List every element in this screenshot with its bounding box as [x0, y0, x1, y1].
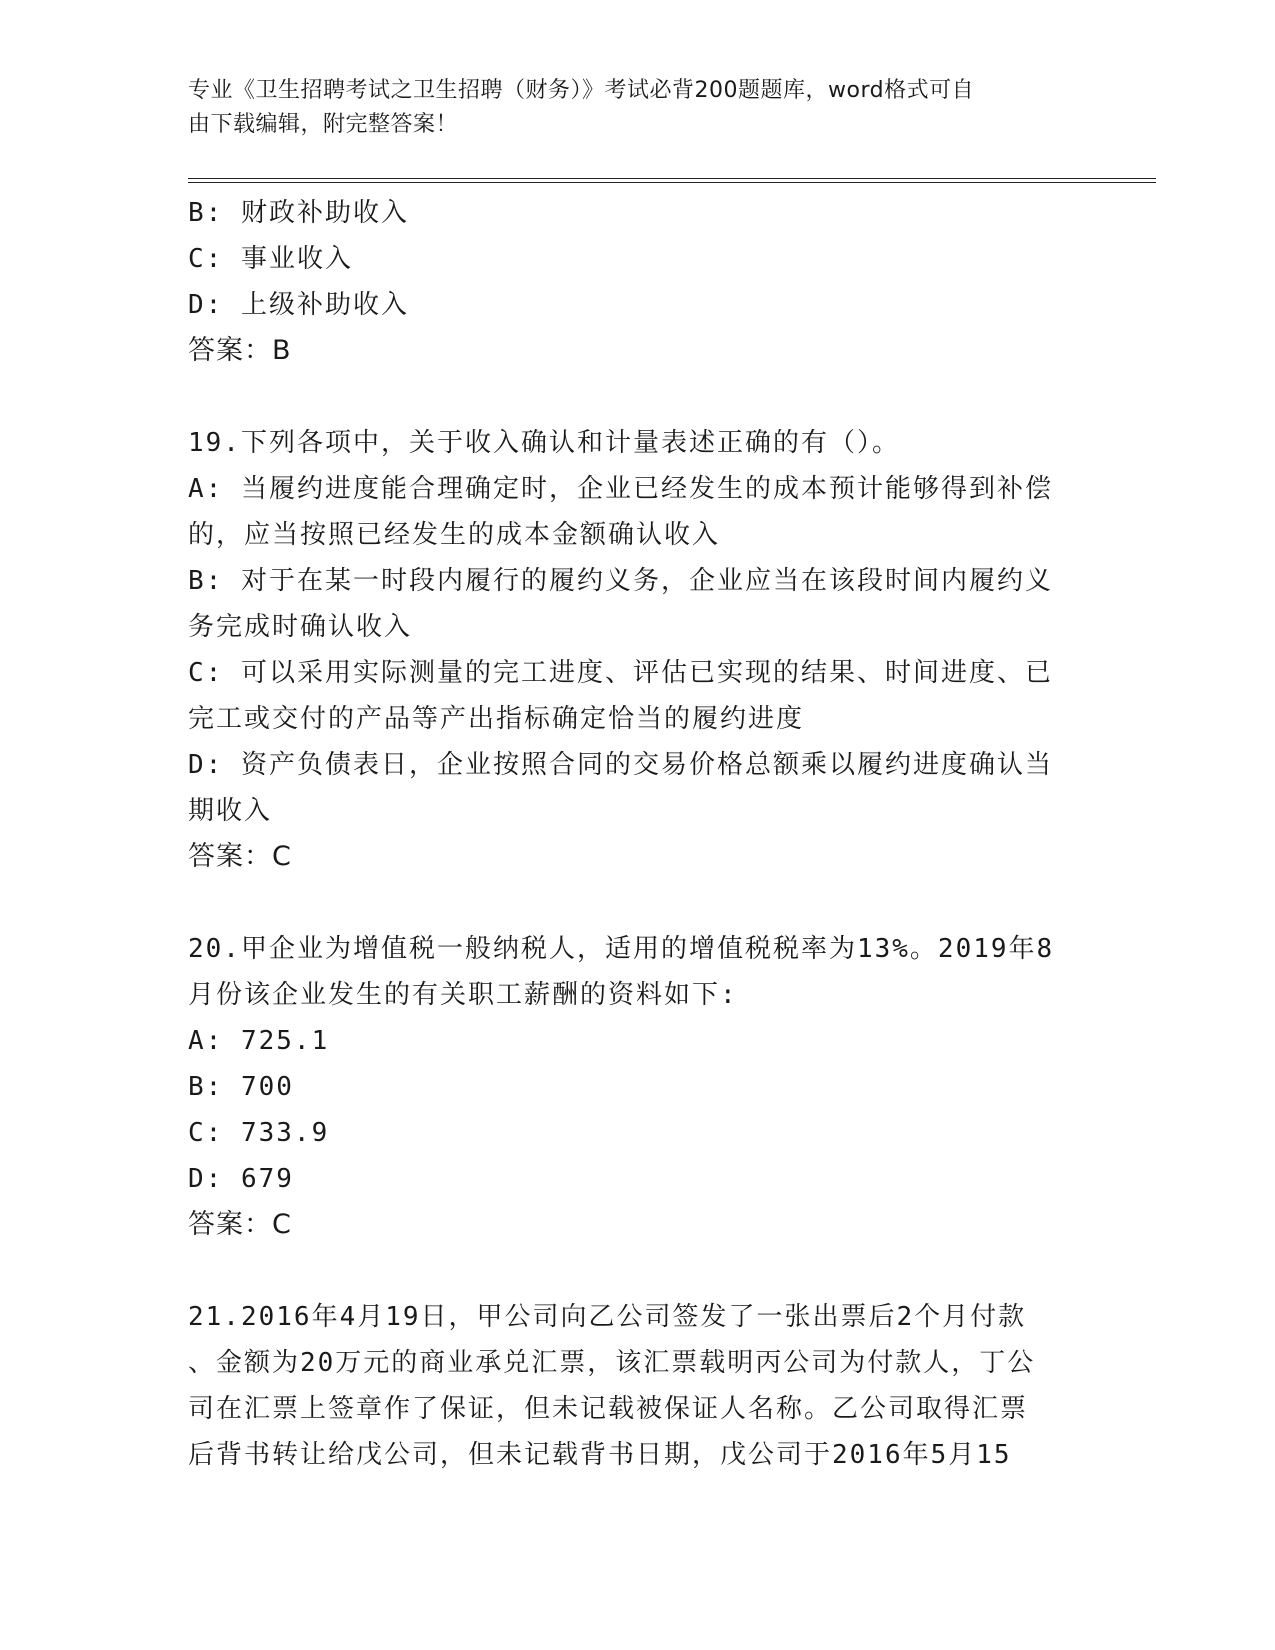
document-header [188, 74, 1088, 142]
q21-question-line-2: 、金额为20万元的商业承兑汇票，该汇票载明丙公司为付款人，丁公 [188, 1348, 1036, 1378]
question-19-block [188, 420, 1088, 880]
q20-option-d: D: 679 [188, 1164, 294, 1194]
q19-option-c-line-1: C: 可以采用实际测量的完工进度、评估已实现的结果、时间进度、已 [188, 658, 1053, 688]
q19-option-d-line-1: D: 资产负债表日，企业按照合同的交易价格总额乘以履约进度确认当 [188, 750, 1053, 780]
document-body [188, 190, 1088, 1478]
header-line-2: 由下载编辑，附完整答案！ [188, 112, 459, 137]
q19-option-a-line-1: A: 当履约进度能合理确定时，企业已经发生的成本预计能够得到补偿 [188, 474, 1053, 504]
q19-option-b-line-2: 务完成时确认收入 [188, 612, 413, 642]
header-divider-top [188, 178, 1156, 179]
q21-question-line-4: 后背书转让给戊公司，但未记载背书日期，戊公司于2016年5月15 [188, 1440, 1012, 1470]
q20-option-a: A: 725.1 [188, 1026, 330, 1056]
q18-option-c: C: 事业收入 [188, 244, 353, 274]
q20-answer: 答案：C [188, 1209, 292, 1240]
question-20-block [188, 926, 1088, 1248]
q19-option-c-line-2: 完工或交付的产品等产出指标确定恰当的履约进度 [188, 704, 805, 734]
q19-option-d-line-2: 期收入 [188, 796, 273, 826]
q18-option-d: D: 上级补助收入 [188, 290, 409, 320]
q18-option-b: B: 财政补助收入 [188, 198, 409, 228]
question-18-block [188, 190, 1088, 374]
question-21-block [188, 1294, 1088, 1478]
q20-option-c: C: 733.9 [188, 1118, 330, 1148]
q19-option-a-line-2: 的，应当按照已经发生的成本金额确认收入 [188, 520, 721, 550]
spacer [188, 1248, 1088, 1294]
q21-question-line-1: 21.2016年4月19日，甲公司向乙公司签发了一张出票后2个月付款 [188, 1302, 1027, 1332]
header-divider-bottom [188, 182, 1156, 183]
q20-option-b: B: 700 [188, 1072, 294, 1102]
header-line-1: 专业《卫生招聘考试之卫生招聘（财务）》考试必背200题题库，word格式可自 [188, 78, 975, 103]
q21-question-line-3: 司在汇票上签章作了保证，但未记载被保证人名称。乙公司取得汇票 [188, 1394, 1029, 1424]
spacer [188, 374, 1088, 420]
q19-option-b-line-1: B: 对于在某一时段内履行的履约义务，企业应当在该段时间内履约义 [188, 566, 1053, 596]
q20-question-line-2: 月份该企业发生的有关职工薪酬的资料如下: [188, 980, 738, 1010]
q19-answer: 答案：C [188, 841, 292, 872]
q18-answer: 答案：B [188, 335, 292, 366]
q19-question: 19.下列各项中，关于收入确认和计量表述正确的有（）。 [188, 428, 900, 458]
q20-question-line-1: 20.甲企业为增值税一般纳税人，适用的增值税税率为13%。2019年8 [188, 934, 1055, 964]
spacer [188, 880, 1088, 926]
